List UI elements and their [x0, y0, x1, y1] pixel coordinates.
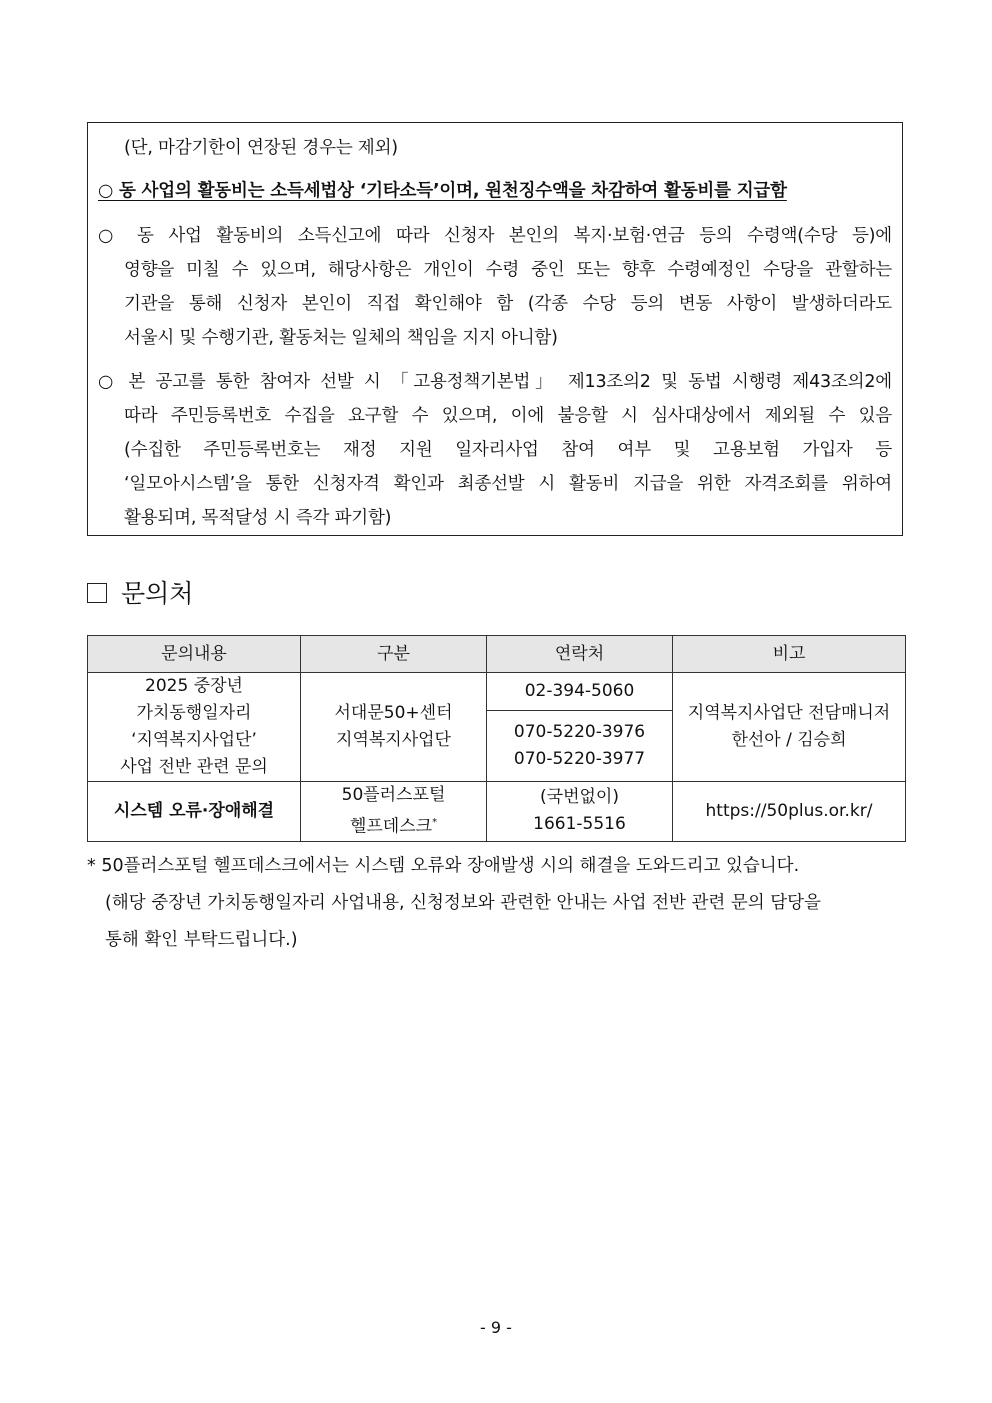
notice-bullet-benefit-line: 서울시 및 수행기관, 활동처는 일체의 책임을 지지 아니함): [124, 328, 558, 348]
header-cell: 문의내용: [88, 636, 301, 673]
category-text: 헬프데스크: [349, 816, 433, 837]
page-number: - 9 -: [480, 1318, 512, 1337]
table-row: [88, 673, 906, 711]
note-text: 한선아 / 김승희: [731, 730, 847, 750]
checkbox-square-icon: [87, 583, 107, 603]
content-text: 사업 전반 관련 문의: [120, 757, 268, 777]
note-text: 지역복지사업단 전담매니저: [687, 703, 891, 723]
phone-text: 1661-5516: [533, 814, 626, 835]
notice-bullet-income: [88, 174, 902, 208]
notice-bullet-privacy-line: ‘일모아시스템’을 통한 신청자격 확인과 최종선발 시 활동비 지급을 위한 자격조회를 위하여: [124, 474, 892, 494]
content-cell: [88, 673, 301, 782]
category-text: 서대문50+센터: [334, 703, 453, 723]
notice-line-deadline: (단, 마감기한이 연장된 경우는 제외): [124, 138, 398, 158]
content-text: ‘지역복지사업단’: [131, 730, 257, 750]
footnote-line: (해당 중장년 가치동행일자리 사업내용, 신청정보와 관련한 안내는 사업 전반 관련 문의 담당을: [105, 893, 821, 913]
header-cell: 구분: [301, 636, 487, 673]
notice-bullet-privacy-line: 활용되며, 목적달성 시 즉각 파기함): [124, 508, 392, 528]
phone-cell: [487, 782, 673, 842]
content-text: 2025 중장년: [145, 676, 243, 696]
notice-bullet-privacy-line: ○ 본 공고를 통한 참여자 선발 시 「고용정책기본법」 제13조의2 및 동법 시행령 제43조의2에: [98, 372, 892, 392]
table-header-row: [88, 636, 906, 673]
category-text: 50플러스포털: [341, 785, 446, 805]
footnote-line: 통해 확인 부탁드립니다.): [105, 930, 298, 950]
notice-bullet-benefit-line: 기관을 통해 신청자 본인이 직접 확인해야 함 (각종 수당 등의 변동 사항이 발생하더라도: [124, 294, 892, 314]
notice-bullet-benefit-line: ○ 동 사업 활동비의 소득신고에 따라 신청자 본인의 복지·보험·연금 등의 수령액(수당 등)에: [98, 226, 892, 246]
category-text: 지역복지사업단: [336, 730, 451, 750]
phone-cell: 02-394-5060: [487, 673, 673, 711]
category-text-with-mark: [301, 809, 486, 841]
notice-bullet-income-text: ○ 동 사업의 활동비는 소득세법상 ‘기타소득’이며, 원천징수액을 차감하여 활동비를 지급함: [98, 181, 787, 201]
note-cell: [673, 673, 906, 782]
contact-table: [87, 635, 906, 842]
note-cell-url[interactable]: https://50plus.or.kr/: [673, 782, 906, 842]
section-title-contact: [87, 574, 193, 614]
footnote-mark: *: [432, 817, 438, 828]
header-cell: 연락처: [487, 636, 673, 673]
footnote-line: * 50플러스포털 헬프데스크에서는 시스템 오류와 장애발생 시의 해결을 도와드리고 있습니다.: [87, 856, 800, 876]
footnote: [87, 848, 907, 959]
phone-text: (국번없이): [540, 787, 619, 808]
content-text: 가치동행일자리: [136, 703, 252, 723]
phone-cell: [487, 711, 673, 782]
category-cell: [301, 673, 487, 782]
phone-text: 070-5220-3976: [513, 722, 646, 743]
notice-bullet-privacy-line: 따라 주민등록번호 수집을 요구할 수 있으며, 이에 불응할 시 심사대상에서 제외될 수 있음: [124, 406, 892, 426]
notice-box: [87, 122, 903, 536]
table-row: [88, 782, 906, 842]
phone-text: 070-5220-3977: [513, 749, 646, 770]
content-cell: 시스템 오류·장애해결: [88, 782, 301, 842]
notice-bullet-privacy-line: (수집한 주민등록번호는 재정 지원 일자리사업 참여 여부 및 고용보험 가입자 등: [124, 440, 892, 460]
section-title-text: 문의처: [121, 579, 194, 608]
header-cell: 비고: [673, 636, 906, 673]
notice-bullet-benefit-line: 영향을 미칠 수 있으며, 해당사항은 개인이 수령 중인 또는 향후 수령예정인 수당을 관할하는: [124, 260, 892, 280]
category-cell: [301, 782, 487, 842]
